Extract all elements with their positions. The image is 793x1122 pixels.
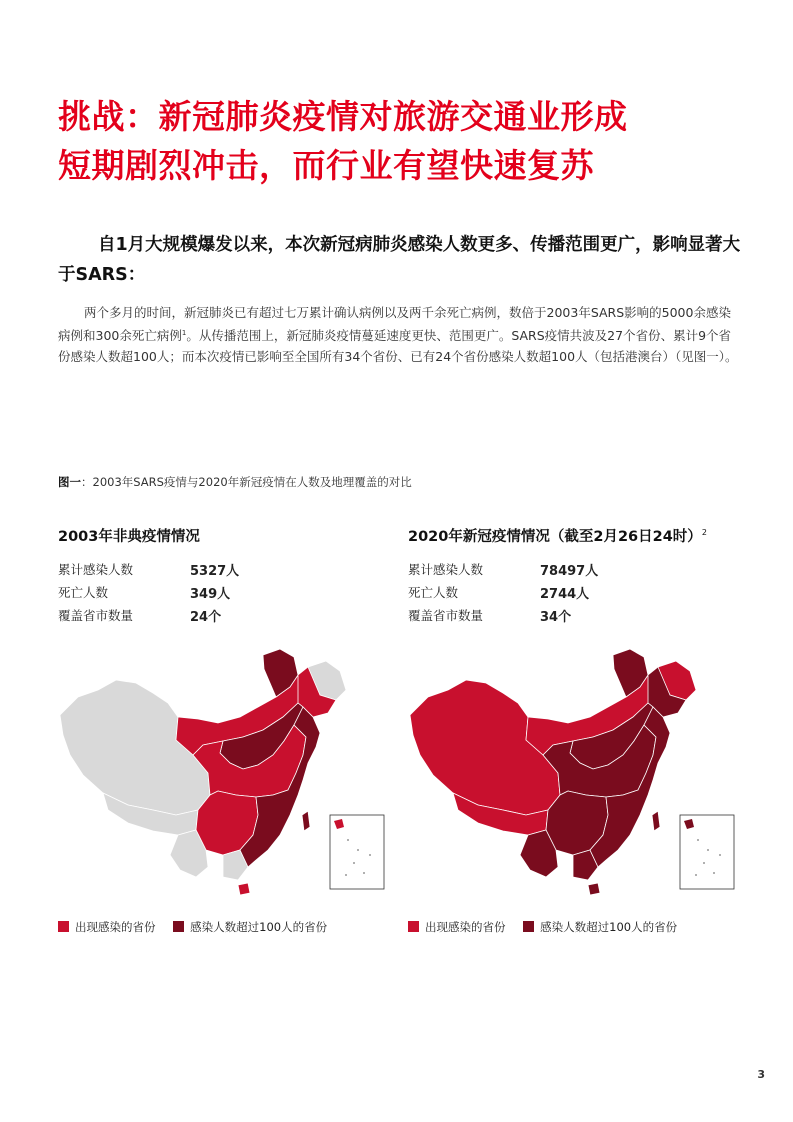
stat-value: 5327人 [190,564,240,579]
legend-label-over100: 感染人数超过100人的省份 [190,920,328,934]
covid-panel-title-text: 2020年新冠疫情情况（截至2月26日24时） [408,529,702,545]
legend-swatch-infected [58,921,69,932]
stat-row [408,606,748,629]
stat-value: 2744人 [540,587,590,602]
footnote-ref: 1 [181,329,187,337]
stat-label: 累计感染人数 [58,562,134,577]
covid-stats [408,560,748,629]
body-paragraph [58,302,738,367]
figure-caption [58,474,412,490]
stat-value: 78497人 [540,564,599,579]
page-number: 3 [757,1068,765,1081]
stat-row [408,560,748,583]
legend-item-infected [408,919,506,935]
sars-stats [58,560,398,629]
stat-label: 死亡人数 [408,585,459,600]
stat-row [408,583,748,606]
legend-item-over100 [173,919,327,935]
page-title-line2: 短期剧烈冲击，而行业有望快速复苏 [58,146,594,185]
covid-panel-footnote: 2 [701,528,707,538]
stat-label: 累计感染人数 [408,562,484,577]
legend-label-infected: 出现感染的省份 [75,920,156,934]
map-region-taiwan [302,811,310,831]
legend-item-over100 [523,919,677,935]
stat-value: 24个 [190,610,222,625]
stat-label: 覆盖省市数量 [58,608,134,623]
covid-panel-title [408,525,748,546]
figure-label: 图一 [58,475,81,489]
body-text-part1: 两个多月的时间，新冠肺炎已有超过七万累计确认病例以及两千余死亡病例，数倍于2003年SARS影响的5000余感染病例和300余死亡病例 [58,305,731,344]
legend-item-infected [58,919,156,935]
map-region-hainan [588,883,600,895]
lead-text: 自1月大规模爆发以来，本次新冠病肺炎感染人数更多、传播范围更广，影响显著大于SARS： [58,235,741,285]
china-map-2020 [408,645,738,905]
sars-2003-panel [58,525,398,945]
page-title [58,92,758,190]
page-title-line1: 挑战：新冠肺炎疫情对旅游交通业形成 [58,97,628,136]
legend-swatch-over100 [173,921,184,932]
figure-caption-text: ：2003年SARS疫情与2020年新冠疫情在人数及地理覆盖的对比 [81,475,412,489]
legend-swatch-over100 [523,921,534,932]
stat-row [58,583,398,606]
legend-label-over100: 感染人数超过100人的省份 [540,920,678,934]
stat-value: 349人 [190,587,231,602]
legend-swatch-infected [408,921,419,932]
lead-paragraph [58,230,748,290]
covid-2020-panel [408,525,748,945]
map-legend-2020 [408,919,691,935]
sars-panel-title: 2003年非典疫情情况 [58,529,200,545]
stat-label: 覆盖省市数量 [408,608,484,623]
china-map-2003 [58,645,388,905]
stat-row [58,560,398,583]
stat-label: 死亡人数 [58,585,109,600]
legend-label-infected: 出现感染的省份 [425,920,506,934]
body-text-part2: 。从传播范围上，新冠肺炎疫情蔓延速度更快、范围更广。SARS疫情共波及27个省份、累计9个省份感染人数超100人；而本次疫情已影响至全国所有34个省份、已有24个省份感染人数超100人（包括港澳台）（见图一）。 [58,328,738,365]
stat-value: 34个 [540,610,572,625]
map-region-hainan [238,883,250,895]
map-region-taiwan [652,811,660,831]
map-legend-2003 [58,919,341,935]
stat-row [58,606,398,629]
